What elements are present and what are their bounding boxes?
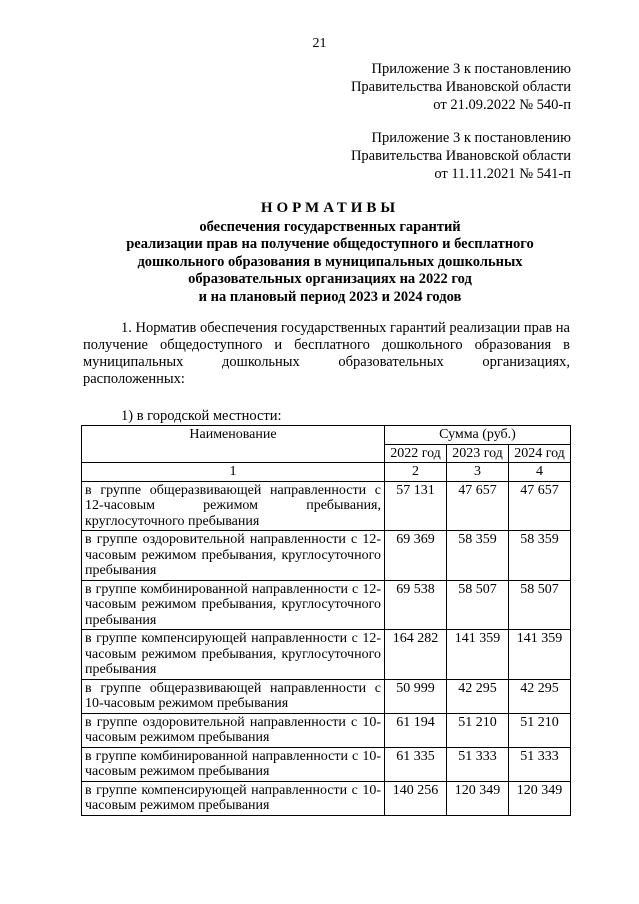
appendix-line: Правительства Ивановской области [350,79,571,95]
appendix-reference-2 [351,129,571,183]
value-2022: 69 369 [385,531,447,581]
row-name: в группе общеразвивающей направленности с 12-часовым режимом пребывания, круглосуточного пребывания [82,481,385,531]
value-2023: 51 333 [447,747,509,781]
table-header-row [82,426,571,445]
value-2023: 120 349 [447,781,509,815]
norms-table [81,425,571,816]
value-2024: 58 507 [509,580,571,630]
value-2024: 120 349 [509,781,571,815]
appendix-reference-1 [351,60,571,114]
table-row [82,531,571,581]
index-cell: 3 [447,463,509,482]
table-row [82,747,571,781]
table-row [82,781,571,815]
intro-paragraph-text: 1. Норматив обеспечения государственных гарантий реализации прав на получение общедоступного и бесплатного дошкольного образования в муниципальных дошкольных образовательных организациях, расположенных: [83,320,570,387]
row-name: в группе общеразвивающей направленности с 10-часовым режимом пребывания [82,679,385,713]
row-name: в группе оздоровительной направленности с 10-часовым режимом пребывания [82,713,385,747]
table-index-row [82,463,571,482]
table-row [82,630,571,680]
row-name: в группе компенсирующей направленности с 10-часовым режимом пребывания [82,781,385,815]
header-year: 2023 год [447,444,509,463]
value-2024: 42 295 [509,679,571,713]
value-2022: 69 538 [385,580,447,630]
intro-paragraph [83,320,570,388]
index-cell: 2 [385,463,447,482]
value-2024: 51 210 [509,713,571,747]
appendix-line: Приложение 3 к постановлению [371,61,571,77]
value-2023: 58 359 [447,531,509,581]
value-2023: 42 295 [447,679,509,713]
value-2024: 47 657 [509,481,571,531]
value-2022: 61 194 [385,713,447,747]
row-name: в группе комбинированной направленности с 12-часовым режимом пребывания, круглосуточного пребывания [82,580,385,630]
value-2023: 51 210 [447,713,509,747]
title-line: обеспечения государственных гарантий [199,218,461,235]
title-main: НОРМАТИВЫ [260,200,400,216]
value-2023: 58 507 [447,580,509,630]
row-name: в группе комбинированной направленности с 10-часовым режимом пребывания [82,747,385,781]
value-2022: 61 335 [385,747,447,781]
row-name: в группе оздоровительной направленности с 12-часовым режимом пребывания, круглосуточного пребывания [82,531,385,581]
title-line: и на плановый период 2023 и 2024 годов [198,288,462,305]
value-2024: 58 359 [509,531,571,581]
appendix-line: Приложение 3 к постановлению [371,130,571,146]
document-title [40,200,620,306]
table-row [82,481,571,531]
table-row [82,580,571,630]
appendix-line: от 21.09.2022 № 540-п [433,97,571,113]
value-2022: 164 282 [385,630,447,680]
index-cell: 1 [82,463,385,482]
header-name: Наименование [82,426,385,463]
value-2024: 141 359 [509,630,571,680]
table-row [82,713,571,747]
value-2022: 140 256 [385,781,447,815]
value-2024: 51 333 [509,747,571,781]
title-line: дошкольного образования в муниципальных дошкольных [137,253,523,270]
appendix-line: от 11.11.2021 № 541-п [434,166,571,182]
title-line: реализации прав на получение общедоступного и бесплатного [126,236,534,252]
value-2022: 50 999 [385,679,447,713]
value-2023: 47 657 [447,481,509,531]
header-year: 2022 год [385,444,447,463]
table-row [82,679,571,713]
value-2023: 141 359 [447,630,509,680]
title-line: образовательных организациях на 2022 год [188,271,472,287]
page-number: 21 [312,36,327,51]
section-subheading: 1) в городской местности: [121,408,282,424]
row-name: в группе компенсирующей направленности с 12-часовым режимом пребывания, круглосуточного пребывания [82,630,385,680]
header-year: 2024 год [509,444,571,463]
header-sum: Сумма (руб.) [385,426,571,445]
index-cell: 4 [509,463,571,482]
appendix-line: Правительства Ивановской области [350,148,571,164]
value-2022: 57 131 [385,481,447,531]
